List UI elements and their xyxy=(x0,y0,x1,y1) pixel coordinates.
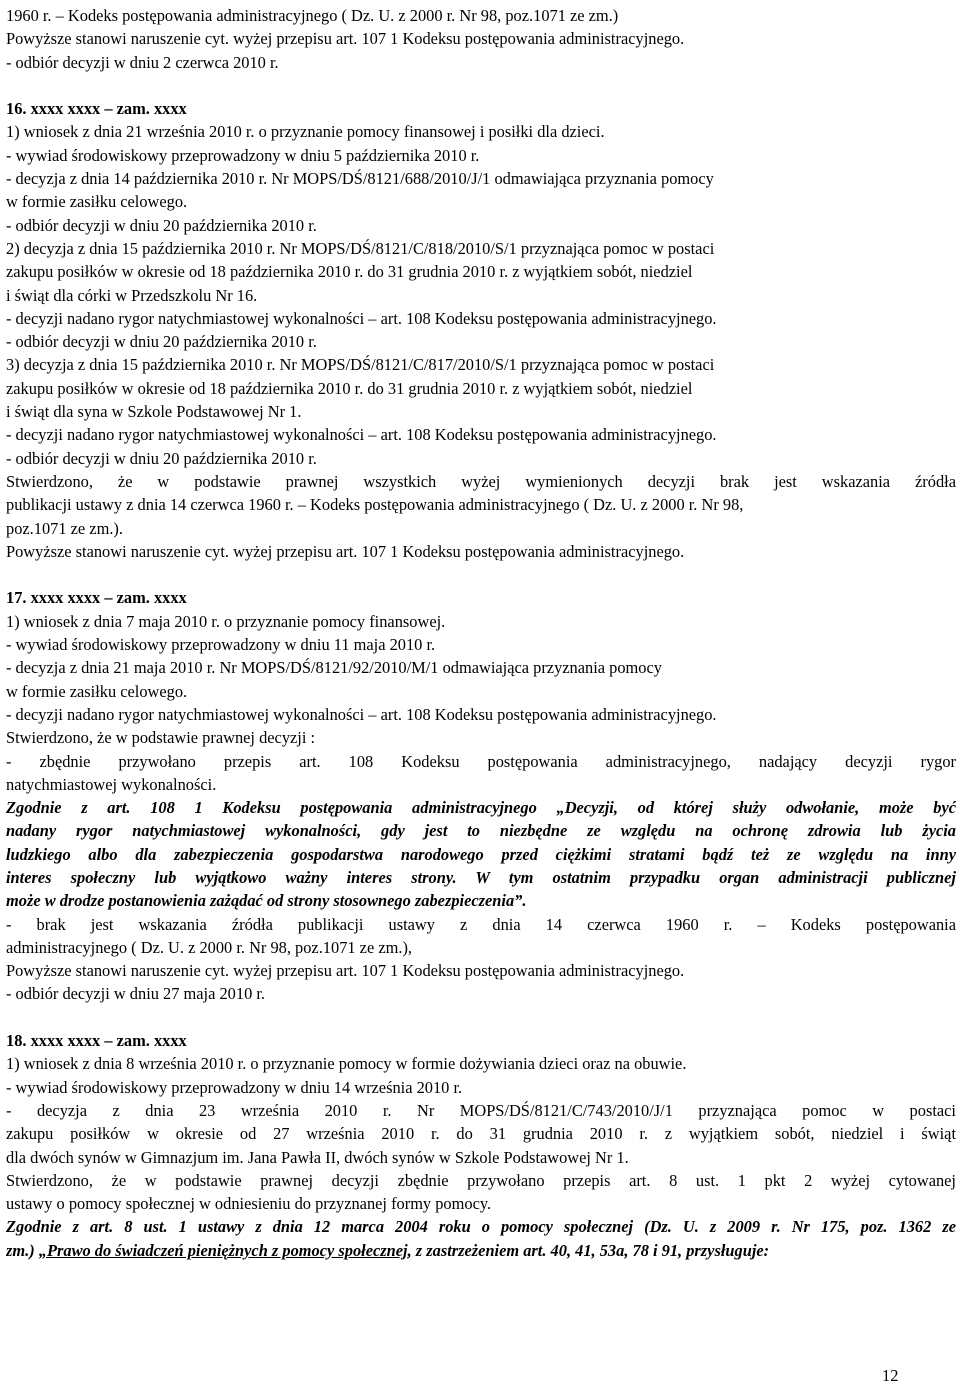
text-line: 1) wniosek z dnia 8 września 2010 r. o przyznanie pomocy w formie dożywiania dzieci oraz na obuwie. xyxy=(6,1054,687,1074)
text-line: zakupu posiłków w okresie od 27 września 2010 r. do 31 grudnia 2010 r. z wyjątkiem sobót, niedziel i świąt xyxy=(6,1124,956,1144)
section-heading-17: 17. xxxx xxxx – zam. xxxx xyxy=(6,588,187,608)
text-line: - odbiór decyzji w dniu 20 października 2010 r. xyxy=(6,332,317,352)
page-number: 12 xyxy=(882,1366,899,1385)
text-line: Powyższe stanowi naruszenie cyt. wyżej przepisu art. 107 1 Kodeksu postępowania administracyjnego. xyxy=(6,961,685,981)
text-line: - wywiad środowiskowy przeprowadzony w dniu 5 października 2010 r. xyxy=(6,145,480,165)
text-line: poz.1071 ze zm.). xyxy=(6,518,123,538)
text-line: 1) wniosek z dnia 7 maja 2010 r. o przyznanie pomocy finansowej. xyxy=(6,611,446,631)
text-line: - odbiór decyzji w dniu 27 maja 2010 r. xyxy=(6,984,266,1004)
legal-quote-line: nadany rygor natychmiastowej wykonalności, gdy jest to niezbędne ze względu na ochronę zdrowia lub życia xyxy=(6,821,956,841)
text-line: - decyzja z dnia 14 października 2010 r. Nr MOPS/DŚ/8121/688/2010/J/1 odmawiająca przyznania pomocy xyxy=(6,169,714,189)
text-line: ustawy o pomocy społecznej w odniesieniu do przyznanej formy pomocy. xyxy=(6,1194,492,1214)
legal-citation-line xyxy=(6,1239,956,1262)
text-line: 1) wniosek z dnia 21 września 2010 r. o przyznanie pomocy finansowej i posiłki dla dzieci. xyxy=(6,122,605,142)
text-line: - brak jest wskazania źródła publikacji ustawy z dnia 14 czerwca 1960 r. – Kodeks postępowania xyxy=(6,914,956,934)
text-line: w formie zasiłku celowego. xyxy=(6,681,188,701)
legal-citation-line: Zgodnie z art. 8 ust. 1 ustawy z dnia 12 marca 2004 roku o pomocy społecznej (Dz. U. z 2009 r. Nr 175, poz. 1362 ze xyxy=(6,1217,956,1237)
legal-quote-line: interes społeczny lub wyjątkowo ważny interes strony. W tym ostatnim przypadku organ administracji publicznej xyxy=(6,867,956,887)
text-line: - odbiór decyzji w dniu 20 października 2010 r. xyxy=(6,215,317,235)
text-line: Stwierdzono, że w podstawie prawnej decyzji : xyxy=(6,728,316,748)
section-heading-18: 18. xxxx xxxx – zam. xxxx xyxy=(6,1031,187,1051)
text-line: 2) decyzja z dnia 15 października 2010 r. Nr MOPS/DŚ/8121/C/818/2010/S/1 przyznająca pomoc w postaci xyxy=(6,238,715,258)
text-line: - decyzji nadano rygor natychmiastowej wykonalności – art. 108 Kodeksu postępowania administracyjnego. xyxy=(6,308,717,328)
text-line: 1960 r. – Kodeks postępowania administracyjnego ( Dz. U. z 2000 r. Nr 98, poz.1071 ze zm.) xyxy=(6,6,619,25)
text-line: w formie zasiłku celowego. xyxy=(6,192,188,212)
text-line: Powyższe stanowi naruszenie cyt. wyżej przepisu art. 107 1 Kodeksu postępowania administracyjnego. xyxy=(6,29,685,49)
text-line: natychmiastowej wykonalności. xyxy=(6,774,217,794)
section-heading-16: 16. xxxx xxxx – zam. xxxx xyxy=(6,99,187,119)
citation-prefix: zm.) xyxy=(6,1240,39,1260)
text-line: - odbiór decyzji w dniu 20 października 2010 r. xyxy=(6,448,317,468)
text-line: 3) decyzja z dnia 15 października 2010 r. Nr MOPS/DŚ/8121/C/817/2010/S/1 przyznająca pomoc w postaci xyxy=(6,355,715,375)
text-line: Powyższe stanowi naruszenie cyt. wyżej przepisu art. 107 1 Kodeksu postępowania administracyjnego. xyxy=(6,541,685,561)
text-line: publikacji ustawy z dnia 14 czerwca 1960 r. – Kodeks postępowania administracyjnego ( Dz. U. z 2000 r. Nr 98, xyxy=(6,495,744,515)
text-line: - wywiad środowiskowy przeprowadzony w dniu 11 maja 2010 r. xyxy=(6,635,436,655)
legal-quote-line: ludzkiego albo dla zabezpieczenia gospodarstwa narodowego przed ciężkimi stratami bądź też ze względu na inny xyxy=(6,844,956,864)
text-line: - decyzji nadano rygor natychmiastowej wykonalności – art. 108 Kodeksu postępowania administracyjnego. xyxy=(6,704,717,724)
text-line: zakupu posiłków w okresie od 18 października 2010 r. do 31 grudnia 2010 r. z wyjątkiem sobót, niedziel xyxy=(6,378,693,398)
citation-suffix: , z zastrzeżeniem art. 40, 41, 53a, 78 i 91, przysługuje: xyxy=(407,1240,770,1260)
document-page xyxy=(6,4,956,1262)
text-line: zakupu posiłków w okresie od 18 października 2010 r. do 31 grudnia 2010 r. z wyjątkiem sobót, niedziel xyxy=(6,262,693,282)
legal-quote-line: Zgodnie z art. 108 1 Kodeksu postępowania administracyjnego „Decyzji, od której służy odwołanie, może być xyxy=(6,798,956,818)
legal-quote-line: może w drodze postanowienia zażądać od strony stosownego zabezpieczenia”. xyxy=(6,891,527,911)
text-line: Stwierdzono, że w podstawie prawnej decyzji zbędnie przywołano przepis art. 8 ust. 1 pkt 2 wyżej cytowanej xyxy=(6,1170,956,1190)
blank-line xyxy=(6,1006,956,1029)
text-line: Stwierdzono, że w podstawie prawnej wszystkich wyżej wymienionych decyzji brak jest wskazania źródła xyxy=(6,471,956,491)
text-line: - decyzji nadano rygor natychmiastowej wykonalności – art. 108 Kodeksu postępowania administracyjnego. xyxy=(6,425,717,445)
text-line: dla dwóch synów w Gimnazjum im. Jana Pawła II, dwóch synów w Szkole Podstawowej Nr 1. xyxy=(6,1147,629,1167)
text-line: i świąt dla córki w Przedszkolu Nr 16. xyxy=(6,285,258,305)
text-line: administracyjnego ( Dz. U. z 2000 r. Nr 98, poz.1071 ze zm.), xyxy=(6,937,413,957)
blank-line xyxy=(6,563,956,586)
text-line: - decyzja z dnia 21 maja 2010 r. Nr MOPS/DŚ/8121/92/2010/M/1 odmawiająca przyznania pomocy xyxy=(6,658,662,678)
text-line: - odbiór decyzji w dniu 2 czerwca 2010 r. xyxy=(6,52,279,72)
blank-line xyxy=(6,74,956,97)
text-line: - decyzja z dnia 23 września 2010 r. Nr MOPS/DŚ/8121/C/743/2010/J/1 przyznająca pomoc w postaci xyxy=(6,1100,956,1120)
text-line: i świąt dla syna w Szkole Podstawowej Nr 1. xyxy=(6,402,302,422)
underlined-quote: „Prawo do świadczeń pieniężnych z pomocy społecznej xyxy=(38,1240,408,1260)
text-line: - zbędnie przywołano przepis art. 108 Kodeksu postępowania administracyjnego, nadający decyzji rygor xyxy=(6,751,956,771)
text-line: - wywiad środowiskowy przeprowadzony w dniu 14 września 2010 r. xyxy=(6,1077,463,1097)
